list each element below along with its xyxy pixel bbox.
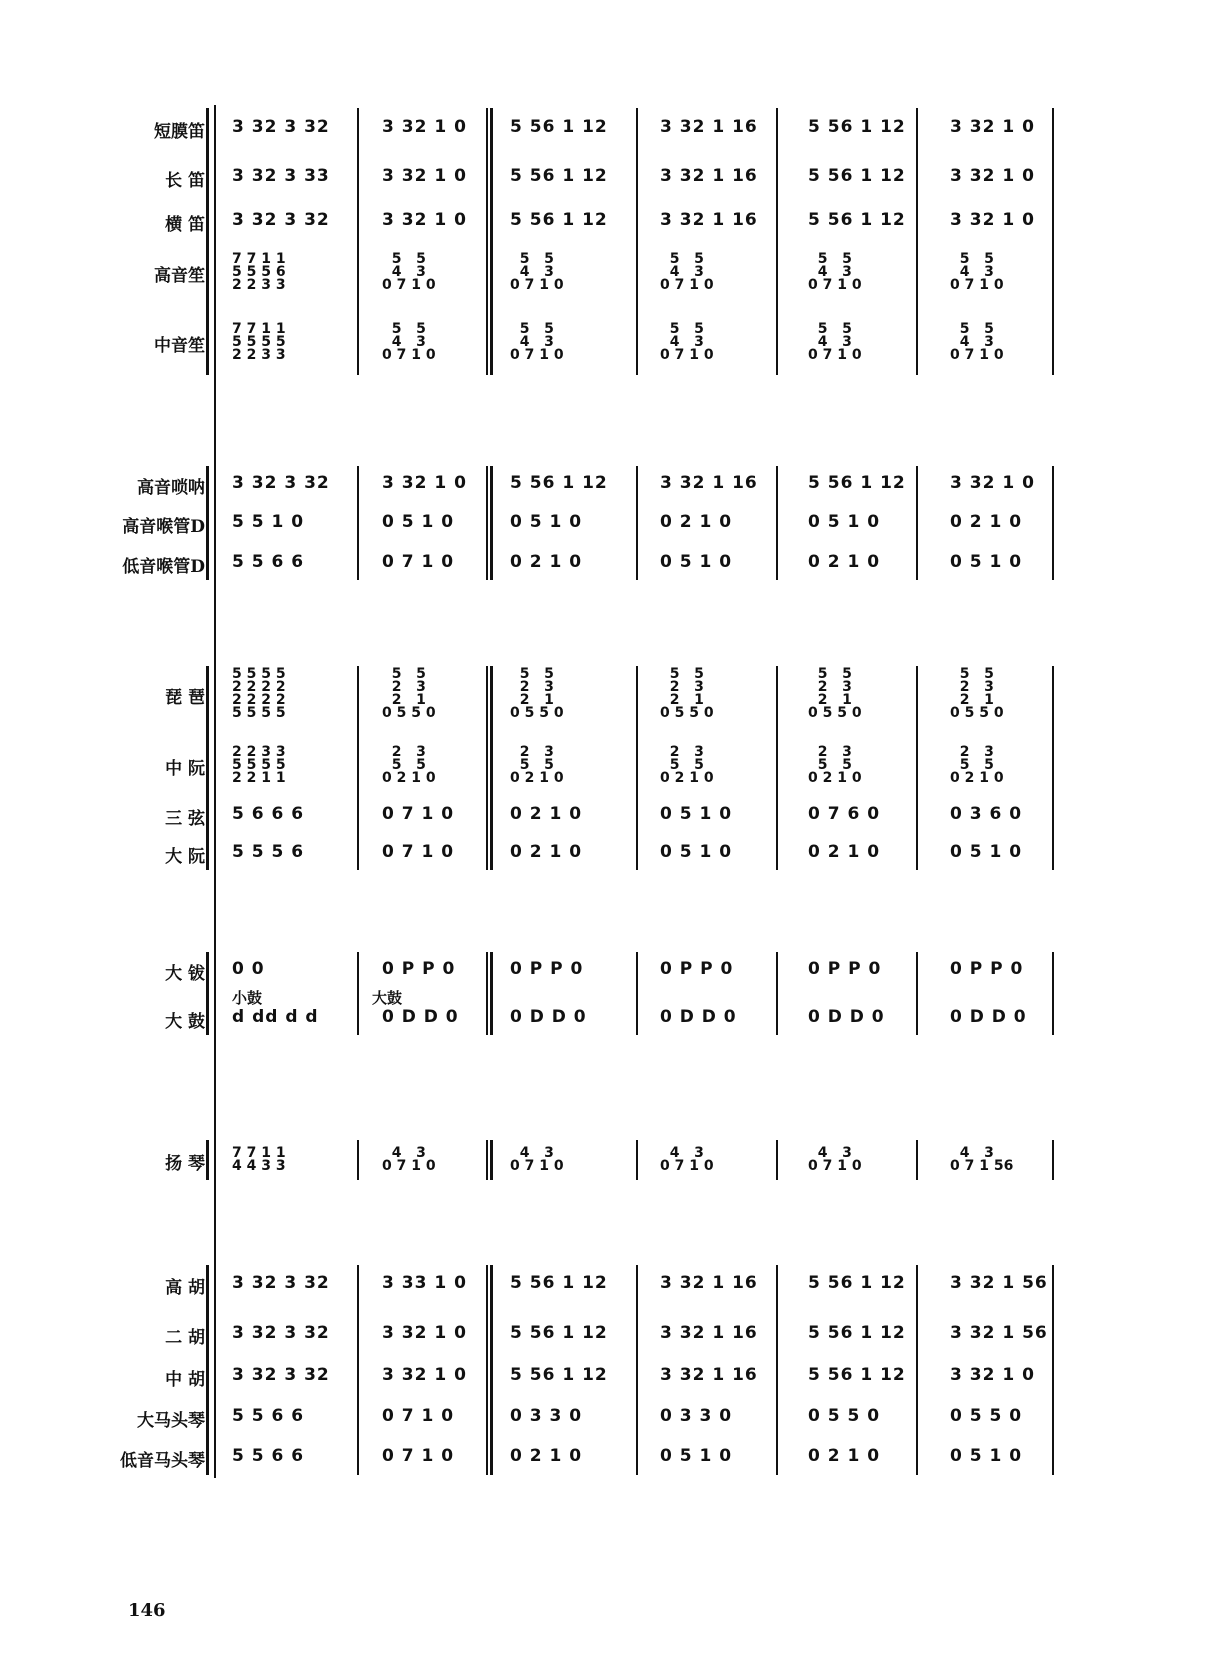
- barline: [916, 952, 918, 1035]
- measure-notes: 5 56 1 12: [510, 210, 608, 230]
- measure-notes: 3 32 1 16: [660, 1323, 758, 1343]
- measure-notes: 3 32 3 33: [232, 166, 330, 186]
- instrument-label: 大马头琴: [137, 1411, 205, 1431]
- measure-notes: 0 D D 0: [510, 1007, 587, 1027]
- measure-notes: 3 32 3 32: [232, 117, 330, 137]
- measure-notes: 2 3 5 5 0 2 1 0: [382, 743, 436, 786]
- measure-notes: 7 7 1 1 4 4 3 3: [232, 1145, 286, 1174]
- measure-notes: 0 0: [232, 959, 265, 979]
- measure-notes: 5 5 4 3 0 7 1 0: [660, 250, 714, 293]
- measure-notes: 0 D D 0: [950, 1007, 1027, 1027]
- repeat-barline-thick: [490, 108, 493, 375]
- barline: [636, 466, 638, 580]
- measure-notes: 0 5 1 0: [660, 842, 733, 862]
- measure-notes: 0 5 5 0: [808, 1406, 881, 1426]
- barline: [776, 1265, 778, 1475]
- measure-notes: 0 7 1 0: [382, 804, 455, 824]
- measure-notes: 5 5 6 6: [232, 552, 305, 572]
- measure-notes: 3 32 1 0: [382, 473, 467, 493]
- measure-notes: 3 32 1 0: [950, 473, 1035, 493]
- repeat-barline-thick: [490, 1140, 493, 1180]
- measure-notes: 0 7 1 0: [382, 842, 455, 862]
- measure-notes: 4 3 0 7 1 0: [510, 1145, 564, 1174]
- measure-notes: 2 3 5 5 0 2 1 0: [808, 743, 862, 786]
- measure-notes: 5 5 1 0: [232, 512, 305, 532]
- measure-notes: 0 2 1 0: [510, 842, 583, 862]
- measure-notes: 3 32 3 32: [232, 1273, 330, 1293]
- measure-notes: 5 56 1 12: [510, 1365, 608, 1385]
- measure-notes: 5 6 6 6: [232, 804, 305, 824]
- measure-notes: 0 2 1 0: [808, 552, 881, 572]
- measure-notes: 5 5 4 3 0 7 1 0: [950, 320, 1004, 363]
- measure-notes: 0 5 1 0: [950, 842, 1023, 862]
- instrument-label: 大 阮: [165, 847, 205, 867]
- measure-notes: 3 32 1 56: [950, 1273, 1048, 1293]
- measure-notes: 3 32 1 0: [950, 166, 1035, 186]
- measure-notes: 5 56 1 12: [808, 1273, 906, 1293]
- measure-notes: d dd d d: [232, 1007, 319, 1027]
- repeat-barline-thick: [490, 1265, 493, 1475]
- barline: [916, 466, 918, 580]
- measure-notes: 0 5 1 0: [660, 552, 733, 572]
- measure-notes: 0 7 1 0: [382, 1406, 455, 1426]
- instrument-label: 二 胡: [165, 1328, 205, 1348]
- repeat-barline-thick: [490, 952, 493, 1035]
- measure-notes: 0 D D 0: [382, 1007, 459, 1027]
- measure-notes: 4 3 0 7 1 0: [382, 1145, 436, 1174]
- measure-notes: 5 56 1 12: [510, 117, 608, 137]
- measure-notes: 0 5 5 0: [950, 1406, 1023, 1426]
- instrument-label: 低音喉管D: [122, 557, 205, 577]
- measure-notes: 0 7 1 0: [382, 1446, 455, 1466]
- measure-notes: 5 5 4 3 0 7 1 0: [510, 320, 564, 363]
- measure-notes: 3 32 1 0: [382, 117, 467, 137]
- group-bracket: [206, 952, 209, 1035]
- repeat-barline: [486, 466, 488, 580]
- barline: [916, 666, 918, 870]
- measure-notes: 3 32 1 0: [950, 210, 1035, 230]
- barline: [357, 466, 359, 580]
- instrument-label: 横 笛: [165, 215, 205, 235]
- measure-notes: 3 32 1 16: [660, 166, 758, 186]
- measure-notes: 0 D D 0: [808, 1007, 885, 1027]
- instrument-label: 中音笙: [154, 336, 205, 356]
- instrument-label: 短膜笛: [154, 122, 205, 142]
- measure-notes: 5 5 5 6: [232, 842, 305, 862]
- barline: [776, 666, 778, 870]
- measure-notes: 7 7 1 1 5 5 5 5 2 2 3 3: [232, 320, 286, 363]
- barline: [776, 952, 778, 1035]
- repeat-barline: [486, 952, 488, 1035]
- measure-notes: 0 2 1 0: [510, 804, 583, 824]
- measure-notes: 5 5 4 3 0 7 1 0: [382, 320, 436, 363]
- measure-notes: 2 3 5 5 0 2 1 0: [950, 743, 1004, 786]
- measure-notes: 5 5 2 3 2 1 0 5 5 0: [510, 666, 564, 721]
- measure-notes: 5 56 1 12: [510, 166, 608, 186]
- measure-notes: 5 5 4 3 0 7 1 0: [660, 320, 714, 363]
- barline: [636, 1265, 638, 1475]
- measure-notes: 0 5 1 0: [660, 804, 733, 824]
- measure-notes: 0 P P 0: [950, 959, 1024, 979]
- barline: [1052, 1140, 1054, 1180]
- instrument-label: 三 弦: [165, 809, 205, 829]
- measure-notes: 4 3 0 7 1 0: [660, 1145, 714, 1174]
- barline: [776, 1140, 778, 1180]
- measure-notes: 3 32 1 16: [660, 1273, 758, 1293]
- measure-notes: 4 3 0 7 1 0: [808, 1145, 862, 1174]
- measure-notes: 0 P P 0: [660, 959, 734, 979]
- barline: [1052, 1265, 1054, 1475]
- repeat-barline: [486, 666, 488, 870]
- measure-notes: 0 5 1 0: [950, 1446, 1023, 1466]
- measure-notes: 0 3 6 0: [950, 804, 1023, 824]
- repeat-barline-thick: [490, 666, 493, 870]
- barline: [636, 666, 638, 870]
- instrument-label: 中 胡: [165, 1370, 205, 1390]
- measure-notes: 5 56 1 12: [510, 473, 608, 493]
- measure-notes: 0 2 1 0: [808, 1446, 881, 1466]
- measure-notes: 5 56 1 12: [510, 1273, 608, 1293]
- measure-notes: 3 32 1 56: [950, 1323, 1048, 1343]
- measure-notes: 3 33 1 0: [382, 1273, 467, 1293]
- measure-notes: 3 32 1 16: [660, 117, 758, 137]
- measure-notes: 3 32 1 16: [660, 473, 758, 493]
- instrument-label: 长 笛: [165, 171, 205, 191]
- measure-notes: 3 32 1 0: [950, 117, 1035, 137]
- barline: [916, 1140, 918, 1180]
- instrument-label: 大 钹: [165, 964, 205, 984]
- measure-notes: 3 32 3 32: [232, 473, 330, 493]
- measure-notes: 0 5 1 0: [660, 1446, 733, 1466]
- measure-notes: 0 7 6 0: [808, 804, 881, 824]
- measure-notes: 0 P P 0: [382, 959, 456, 979]
- measure-notes: 5 5 4 3 0 7 1 0: [950, 250, 1004, 293]
- instrument-label: 高音唢呐: [137, 478, 205, 498]
- barline: [357, 952, 359, 1035]
- instrument-label: 中 阮: [165, 759, 205, 779]
- barline: [1052, 952, 1054, 1035]
- instrument-label: 低音马头琴: [120, 1451, 205, 1471]
- barline: [636, 1140, 638, 1180]
- group-bracket: [206, 466, 209, 580]
- group-bracket: [206, 1265, 209, 1475]
- instrument-annotation: 小鼓: [232, 989, 263, 1007]
- page-number: 146: [128, 1600, 166, 1621]
- instrument-label: 扬 琴: [165, 1154, 205, 1174]
- instrument-label: 高音喉管D: [122, 517, 205, 537]
- barline: [1052, 466, 1054, 580]
- measure-notes: 5 5 2 3 2 1 0 5 5 0: [382, 666, 436, 721]
- measure-notes: 0 5 1 0: [382, 512, 455, 532]
- measure-notes: 3 32 1 16: [660, 1365, 758, 1385]
- measure-notes: 2 3 5 5 0 2 1 0: [510, 743, 564, 786]
- measure-notes: 5 5 2 3 2 1 0 5 5 0: [660, 666, 714, 721]
- measure-notes: 0 2 1 0: [950, 512, 1023, 532]
- measure-notes: 3 32 3 32: [232, 1365, 330, 1385]
- measure-notes: 3 32 1 0: [382, 210, 467, 230]
- barline: [776, 466, 778, 580]
- measure-notes: 0 P P 0: [510, 959, 584, 979]
- measure-notes: 5 56 1 12: [808, 117, 906, 137]
- measure-notes: 3 32 1 0: [382, 1365, 467, 1385]
- instrument-label: 高 胡: [165, 1278, 205, 1298]
- instrument-annotation: 大鼓: [372, 989, 403, 1007]
- measure-notes: 5 5 4 3 0 7 1 0: [382, 250, 436, 293]
- barline: [357, 1140, 359, 1180]
- measure-notes: 0 3 3 0: [510, 1406, 583, 1426]
- barline: [636, 952, 638, 1035]
- measure-notes: 3 32 1 0: [382, 1323, 467, 1343]
- measure-notes: 3 32 1 0: [382, 166, 467, 186]
- repeat-barline: [486, 108, 488, 375]
- measure-notes: 3 32 1 0: [950, 1365, 1035, 1385]
- measure-notes: 5 56 1 12: [808, 210, 906, 230]
- measure-notes: 2 2 3 3 5 5 5 5 2 2 1 1: [232, 743, 286, 786]
- measure-notes: 5 56 1 12: [808, 473, 906, 493]
- measure-notes: 5 5 4 3 0 7 1 0: [510, 250, 564, 293]
- group-bracket: [206, 1140, 209, 1180]
- repeat-barline: [486, 1140, 488, 1180]
- measure-notes: 5 56 1 12: [808, 166, 906, 186]
- measure-notes: 3 32 1 16: [660, 210, 758, 230]
- measure-notes: 3 32 3 32: [232, 210, 330, 230]
- repeat-barline-thick: [490, 466, 493, 580]
- measure-notes: 5 5 2 3 2 1 0 5 5 0: [808, 666, 862, 721]
- measure-notes: 5 56 1 12: [808, 1365, 906, 1385]
- measure-notes: 5 5 5 5 2 2 2 2 2 2 2 2 5 5 5 5: [232, 666, 286, 721]
- measure-notes: 2 3 5 5 0 2 1 0: [660, 743, 714, 786]
- measure-notes: 7 7 1 1 5 5 5 6 2 2 3 3: [232, 250, 286, 293]
- measure-notes: 0 2 1 0: [510, 1446, 583, 1466]
- instrument-label: 大 鼓: [165, 1012, 205, 1032]
- barline: [916, 1265, 918, 1475]
- measure-notes: 0 3 3 0: [660, 1406, 733, 1426]
- measure-notes: 0 P P 0: [808, 959, 882, 979]
- instrument-label: 琵 琶: [165, 688, 205, 708]
- measure-notes: 0 7 1 0: [382, 552, 455, 572]
- measure-notes: 5 5 6 6: [232, 1446, 305, 1466]
- measure-notes: 0 D D 0: [660, 1007, 737, 1027]
- measure-notes: 0 2 1 0: [510, 552, 583, 572]
- measure-notes: 3 32 3 32: [232, 1323, 330, 1343]
- barline: [916, 108, 918, 375]
- group-bracket: [206, 108, 209, 375]
- barline: [1052, 666, 1054, 870]
- barline: [776, 108, 778, 375]
- measure-notes: 0 2 1 0: [808, 842, 881, 862]
- measure-notes: 5 5 4 3 0 7 1 0: [808, 250, 862, 293]
- instrument-label: 高音笙: [154, 266, 205, 286]
- measure-notes: 5 5 2 3 2 1 0 5 5 0: [950, 666, 1004, 721]
- measure-notes: 5 5 6 6: [232, 1406, 305, 1426]
- barline: [1052, 108, 1054, 375]
- barline: [357, 1265, 359, 1475]
- measure-notes: 0 5 1 0: [510, 512, 583, 532]
- measure-notes: 0 5 1 0: [808, 512, 881, 532]
- barline: [357, 108, 359, 375]
- measure-notes: 4 3 0 7 1 56: [950, 1145, 1014, 1174]
- system-line: [214, 105, 216, 1478]
- measure-notes: 5 56 1 12: [510, 1323, 608, 1343]
- measure-notes: 0 2 1 0: [660, 512, 733, 532]
- barline: [636, 108, 638, 375]
- measure-notes: 5 5 4 3 0 7 1 0: [808, 320, 862, 363]
- group-bracket: [206, 666, 209, 870]
- barline: [357, 666, 359, 870]
- measure-notes: 0 5 1 0: [950, 552, 1023, 572]
- repeat-barline: [486, 1265, 488, 1475]
- measure-notes: 5 56 1 12: [808, 1323, 906, 1343]
